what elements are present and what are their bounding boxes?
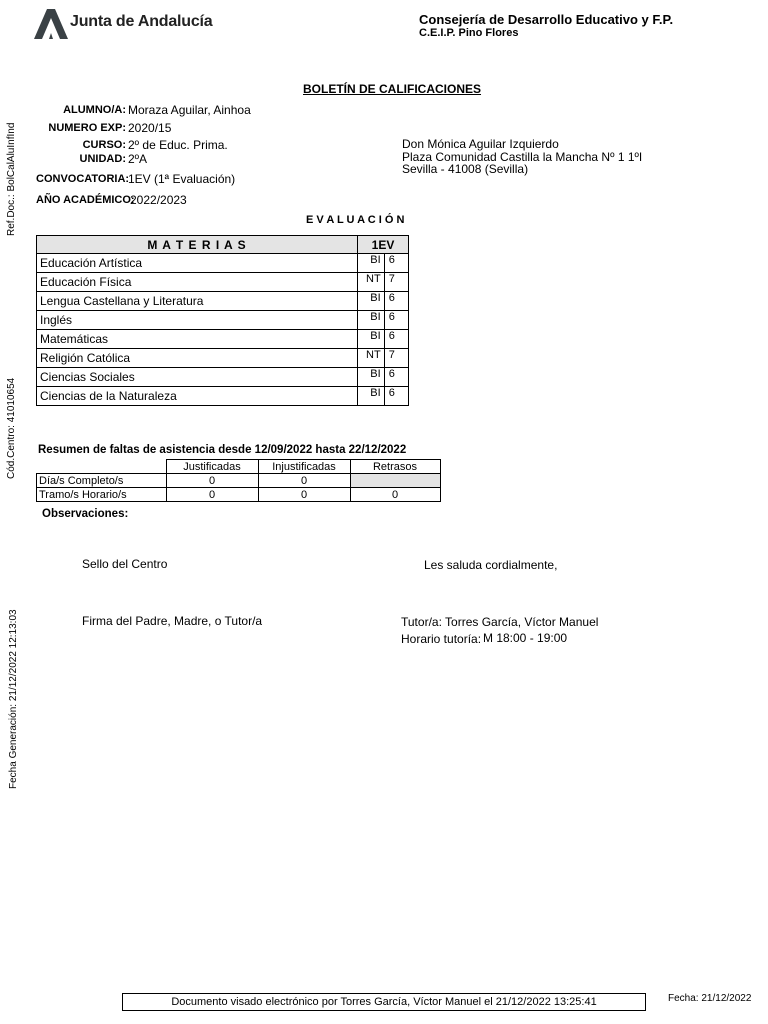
evaluacion-title: E V A L U A C I Ó N bbox=[306, 214, 405, 226]
address-line2: Plaza Comunidad Castilla la Mancha Nº 1 1ºI bbox=[402, 150, 643, 164]
subject-name: Inglés bbox=[37, 311, 358, 330]
subject-name: Lengua Castellana y Literatura bbox=[37, 292, 358, 311]
grade-score: 6 bbox=[384, 292, 408, 311]
grade-qualifier: BI bbox=[358, 387, 385, 406]
curso-value: 2º de Educ. Prima. bbox=[128, 138, 228, 152]
attendance-injust: 0 bbox=[258, 488, 350, 502]
grade-score: 6 bbox=[384, 387, 408, 406]
address-line1: Don Mónica Aguilar Izquierdo bbox=[402, 137, 559, 151]
curso-label: CURSO: bbox=[82, 139, 126, 151]
grade-row bbox=[37, 292, 409, 311]
attendance-header-row bbox=[37, 460, 441, 474]
horario-value: M 18:00 - 19:00 bbox=[483, 631, 568, 645]
attendance-row bbox=[37, 488, 441, 502]
logo-text: Junta de Andalucía bbox=[70, 13, 213, 30]
grade-qualifier: BI bbox=[358, 368, 385, 387]
unidad-value: 2ºA bbox=[128, 152, 148, 166]
attendance-row-label: Día/s Completo/s bbox=[37, 474, 167, 488]
grade-row bbox=[37, 254, 409, 273]
footer-fecha: Fecha: 21/12/2022 bbox=[668, 993, 752, 1004]
convocatoria-value: 1EV (1ª Evaluación) bbox=[128, 172, 236, 186]
materias-header: M A T E R I A S bbox=[37, 236, 358, 254]
grade-row bbox=[37, 349, 409, 368]
attendance-just: 0 bbox=[166, 488, 258, 502]
horario-label: Horario tutoría: bbox=[401, 632, 482, 646]
document-title: BOLETÍN DE CALIFICACIONES bbox=[303, 82, 482, 96]
grades-header-row bbox=[37, 236, 409, 254]
attendance-retrasos: 0 bbox=[350, 488, 440, 502]
attendance-title: Resumen de faltas de asistencia desde 12/09/2022 hasta 22/12/2022 bbox=[38, 444, 407, 456]
junta-logo bbox=[34, 9, 68, 42]
attendance-table bbox=[36, 459, 441, 502]
convocatoria-label: CONVOCATORIA: bbox=[36, 173, 130, 185]
grade-row bbox=[37, 311, 409, 330]
subject-name: Religión Católica bbox=[37, 349, 358, 368]
ref-doc-side: Ref.Doc.: BolCalAluInfInd bbox=[6, 122, 17, 236]
unidad-label: UNIDAD: bbox=[79, 153, 126, 165]
grade-score: 6 bbox=[384, 330, 408, 349]
grade-qualifier: BI bbox=[358, 292, 385, 311]
grade-score: 6 bbox=[384, 254, 408, 273]
observaciones-label: Observaciones: bbox=[42, 508, 129, 520]
saluda-text: Les saluda cordialmente, bbox=[424, 558, 558, 572]
attendance-row-label: Tramo/s Horario/s bbox=[37, 488, 167, 502]
centro-name: C.E.I.P. Pino Flores bbox=[419, 27, 519, 39]
attendance-header-injust: Injustificadas bbox=[258, 460, 350, 474]
grade-row bbox=[37, 387, 409, 406]
exp-value: 2020/15 bbox=[128, 121, 172, 135]
tutor-text: Tutor/a: Torres García, Víctor Manuel bbox=[401, 615, 599, 629]
attendance-header-retrasos: Retrasos bbox=[350, 460, 440, 474]
cod-centro-side: Cód.Centro: 41010654 bbox=[6, 377, 17, 479]
subject-name: Matemáticas bbox=[37, 330, 358, 349]
subject-name: Educación Artística bbox=[37, 254, 358, 273]
attendance-retrasos bbox=[350, 474, 440, 488]
subject-name: Ciencias de la Naturaleza bbox=[37, 387, 358, 406]
grade-row bbox=[37, 330, 409, 349]
fecha-generacion-side: Fecha Generación: 21/12/2022 12:13:03 bbox=[8, 609, 19, 789]
grade-score: 6 bbox=[384, 368, 408, 387]
anio-value: 2022/2023 bbox=[130, 193, 187, 207]
exp-label: NUMERO EXP: bbox=[48, 122, 126, 134]
grade-qualifier: BI bbox=[358, 330, 385, 349]
alumno-label: ALUMNO/A: bbox=[63, 104, 126, 116]
grade-score: 7 bbox=[384, 349, 408, 368]
grade-qualifier: BI bbox=[358, 254, 385, 273]
attendance-injust: 0 bbox=[258, 474, 350, 488]
grade-qualifier: BI bbox=[358, 311, 385, 330]
ev-header: 1EV bbox=[358, 236, 409, 254]
subject-name: Educación Física bbox=[37, 273, 358, 292]
subject-name: Ciencias Sociales bbox=[37, 368, 358, 387]
grade-score: 6 bbox=[384, 311, 408, 330]
grade-row bbox=[37, 273, 409, 292]
firma-text: Firma del Padre, Madre, o Tutor/a bbox=[82, 614, 263, 628]
grade-score: 7 bbox=[384, 273, 408, 292]
grade-qualifier: NT bbox=[358, 273, 385, 292]
attendance-row bbox=[37, 474, 441, 488]
attendance-header-just: Justificadas bbox=[166, 460, 258, 474]
attendance-corner bbox=[37, 460, 167, 474]
grade-qualifier: NT bbox=[358, 349, 385, 368]
address-line3: Sevilla - 41008 (Sevilla) bbox=[402, 162, 529, 176]
consejeria-title: Consejería de Desarrollo Educativo y F.P. bbox=[419, 12, 674, 27]
attendance-just: 0 bbox=[166, 474, 258, 488]
grades-table bbox=[36, 235, 409, 406]
sello-text: Sello del Centro bbox=[82, 557, 168, 571]
junta-logo-icon bbox=[34, 9, 68, 39]
alumno-value: Moraza Aguilar, Ainhoa bbox=[128, 103, 251, 117]
visado-footer: Documento visado electrónico por Torres García, Víctor Manuel el 21/12/2022 13:25:41 bbox=[122, 993, 646, 1011]
grade-row bbox=[37, 368, 409, 387]
anio-label: AÑO ACADÉMICO: bbox=[36, 194, 135, 206]
